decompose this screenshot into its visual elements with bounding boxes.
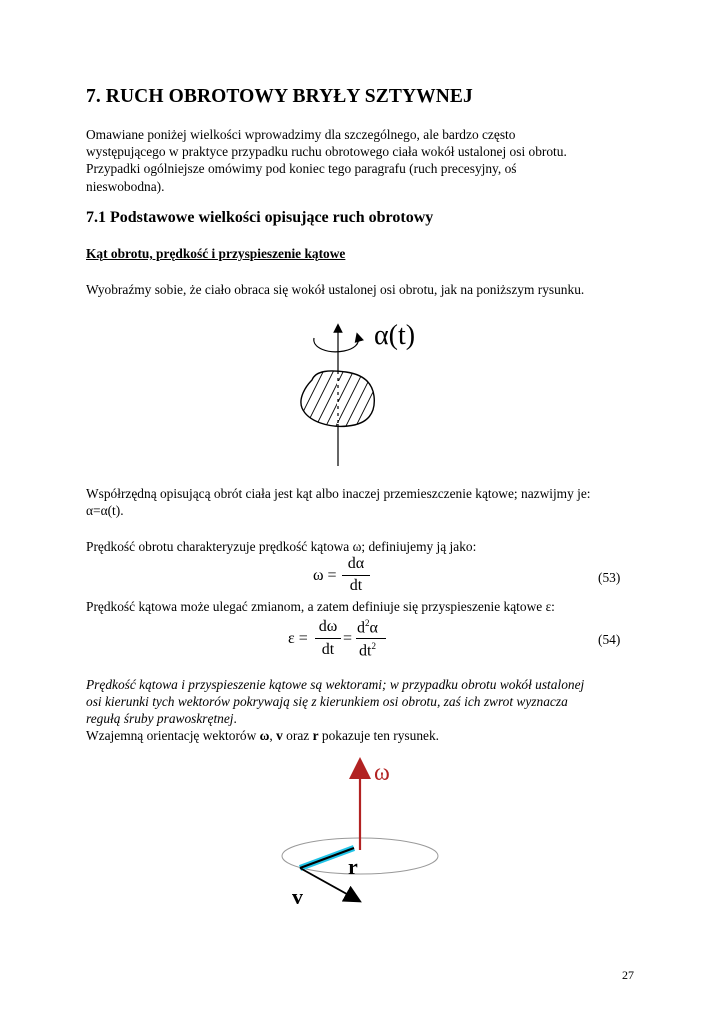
eq53-number: (53): [598, 570, 621, 585]
epsilon-paragraph: Prędkość kątowa może ulegać zmianom, a zatem definiuje się przyspieszenie kątowe ε:: [86, 599, 555, 614]
eq54-sup-den: 2: [371, 641, 376, 651]
orientation-r: r: [312, 728, 319, 743]
eq54-denominator-1: dt: [321, 641, 335, 658]
v-label: v: [292, 884, 303, 909]
eq54-dt: dt: [359, 642, 372, 660]
orientation-paragraph: [86, 727, 686, 744]
intro-line: występującego w praktyce przypadku ruchu obrotowego ciała wokół ustalonej osi obrotu.: [86, 144, 567, 160]
coordinate-line: Współrzędną opisującą obrót ciała jest kąt albo inaczej przemieszczenie kątowe; nazwijmy je:: [86, 486, 591, 501]
intro-line: Omawiane poniżej wielkości wprowadzimy dla szczególnego, ale bardzo często: [86, 127, 516, 142]
eq54-number: (54): [598, 632, 621, 647]
chapter-heading: 7. RUCH OBROTOWY BRYŁY SZTYWNEJ: [86, 86, 473, 107]
rotation-arrow: [314, 337, 359, 352]
vectors-line-period: .: [233, 711, 237, 727]
subsection-title: Kąt obrotu, prędkość i przyspieszenie kątowe: [86, 246, 346, 261]
alpha-t-label: α(t): [374, 320, 416, 351]
intro-line: nieswobodna).: [86, 178, 165, 194]
vectors-line-text: regułą śruby prawoskrętnej: [86, 711, 234, 727]
intro-line: Przypadki ogólniejsze omówimy pod koniec tego paragrafu (ruch precesyjny, oś: [86, 161, 517, 177]
eq54-sup-num: 2: [365, 618, 370, 628]
coordinate-paragraph: [86, 485, 686, 519]
section-title: 7.1 Podstawowe wielkości opisujące ruch obrotowy: [86, 209, 434, 226]
eq53-numerator: dα: [347, 555, 365, 572]
vectors-italic-paragraph: [86, 676, 686, 728]
eq54-fraction-bar-1: [315, 638, 341, 639]
eq54-lhs: ε =: [288, 630, 308, 647]
eq54-fraction-bar-2: [356, 638, 386, 639]
r-label: r: [348, 854, 358, 879]
coordinate-line: α=α(t).: [86, 503, 124, 519]
page-number: 27: [622, 968, 634, 982]
imagine-paragraph: Wyobraźmy sobie, że ciało obraca się wokół ustalonej osi obrotu, jak na poniższym rysunku.: [86, 282, 585, 297]
orientation-omega: ω: [259, 728, 270, 743]
eq54-numerator-1: dω: [318, 618, 338, 635]
eq54-equals: =: [343, 630, 353, 647]
eq54-numerator-2: [357, 618, 378, 637]
eq53-fraction-bar: [342, 575, 370, 576]
orientation-mid: oraz: [282, 728, 313, 743]
vectors-figure: [270, 752, 470, 912]
rotating-body-figure: [290, 318, 450, 470]
r-vector: [300, 848, 354, 868]
eq54-alpha: α: [369, 619, 378, 637]
orientation-v: v: [276, 728, 283, 743]
orientation-pre: Wzajemną orientację wektorów: [86, 728, 260, 743]
vectors-line-last: [86, 710, 686, 727]
orientation-comma: ,: [269, 728, 277, 743]
orientation-post: pokazuje ten rysunek.: [318, 728, 440, 743]
omega-paragraph: Prędkość obrotu charakteryzuje prędkość kątowa ω; definiujemy ją jako:: [86, 539, 477, 554]
eq53-denominator: dt: [349, 577, 363, 594]
omega-label: ω: [374, 760, 390, 786]
vectors-line: osi kierunki tych wektorów pokrywają się z kierunkiem osi obrotu, zaś ich zwrot wyznacza: [86, 694, 568, 710]
vectors-line: Prędkość kątowa i przyspieszenie kątowe są wektorami; w przypadku obrotu wokół ustalonej: [86, 677, 585, 692]
eq54-denominator-2: [359, 641, 376, 660]
eq54-d: d: [357, 619, 365, 637]
eq53-lhs: ω =: [313, 567, 337, 584]
intro-paragraph: [86, 126, 646, 195]
